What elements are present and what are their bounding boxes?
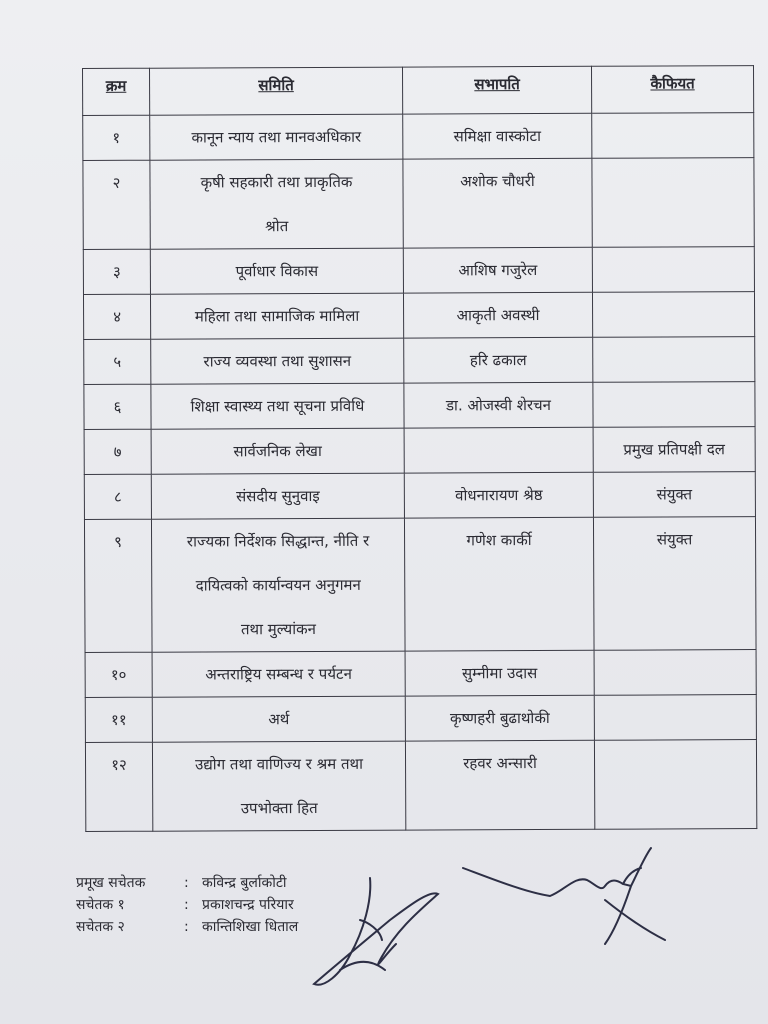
row-committee	[150, 248, 403, 294]
committee-line: कानून न्याय तथा मानवअधिकार	[191, 127, 362, 147]
table-row	[84, 472, 755, 520]
table-row	[84, 427, 755, 475]
whip-separator: :	[184, 919, 189, 935]
whip-separator: :	[184, 875, 189, 891]
whip-list	[76, 872, 298, 938]
row-sn: २	[83, 160, 150, 249]
row-remark	[593, 382, 755, 428]
committee-line: तथा मुल्यांकन	[240, 619, 317, 639]
row-sn: ११	[85, 697, 152, 742]
row-chair: वोधनारायण श्रेष्ठ	[404, 472, 593, 518]
row-remark: संयुक्त	[593, 472, 755, 518]
row-committee	[152, 651, 405, 697]
committee-table	[82, 65, 757, 832]
row-remark	[592, 158, 754, 248]
row-chair: अशोक चौधरी	[403, 158, 592, 248]
row-sn: ८	[84, 474, 151, 519]
row-remark	[594, 740, 756, 830]
whip-role: सचेतक १	[76, 897, 125, 913]
row-sn: ९	[84, 519, 152, 652]
table-row	[85, 740, 756, 832]
whip-separator: :	[184, 897, 189, 913]
row-committee	[151, 428, 404, 474]
signature-right	[455, 840, 685, 960]
row-sn: १	[83, 115, 150, 160]
row-chair	[404, 427, 593, 473]
committee-line: अर्थ	[268, 710, 290, 729]
header-chair: सभापति	[402, 66, 591, 114]
row-chair: समिक्षा वास्कोटा	[403, 113, 592, 159]
committee-line: उद्योग तथा वाणिज्य र श्रम तथा	[195, 754, 363, 774]
whip-role: सचेतक २	[76, 919, 125, 935]
table-row	[83, 158, 754, 250]
whip-row	[76, 894, 298, 916]
table-row	[85, 650, 756, 698]
committee-line: महिला तथा सामाजिक मामिला	[194, 306, 360, 326]
committee-line: अन्तराष्ट्रिय सम्बन्ध र पर्यटन	[205, 664, 352, 684]
row-committee	[151, 473, 404, 519]
whip-role: प्रमूख सचेतक	[76, 875, 146, 891]
row-committee	[151, 518, 405, 652]
whip-row	[76, 872, 298, 894]
row-sn: ६	[84, 384, 151, 429]
table-row	[84, 337, 755, 385]
row-committee	[150, 293, 403, 339]
row-remark: संयुक्त	[593, 517, 756, 651]
row-chair: हरि ढकाल	[404, 337, 593, 383]
signature-left	[300, 860, 460, 1000]
committee-line: राज्य व्यवस्था तथा सुशासन	[203, 351, 352, 371]
row-sn: १२	[85, 742, 152, 831]
table-row	[83, 113, 754, 161]
row-remark	[594, 695, 756, 741]
header-sn: क्रम	[83, 68, 150, 115]
row-remark	[593, 337, 755, 383]
row-sn: ३	[83, 249, 150, 294]
row-committee	[152, 696, 405, 742]
table-row	[84, 517, 756, 653]
row-remark	[594, 650, 756, 696]
committee-line: शिक्षा स्वास्थ्य तथा सूचना प्रविधि	[190, 396, 365, 416]
row-chair: सुम्नीमा उदास	[405, 650, 594, 696]
row-committee	[151, 383, 404, 429]
committee-line: उपभोक्ता हित	[240, 798, 318, 818]
row-sn: १०	[85, 652, 152, 697]
table-row	[84, 382, 755, 430]
committee-line: पूर्वाधार विकास	[235, 261, 319, 281]
row-chair: रहवर अन्सारी	[405, 740, 594, 830]
row-chair: आशिष गजुरेल	[403, 247, 592, 293]
row-sn: ४	[83, 294, 150, 339]
committee-line: श्रोत	[265, 217, 289, 236]
row-chair: आकृती अवस्थी	[403, 292, 592, 338]
row-committee	[152, 741, 405, 831]
row-sn: ५	[84, 339, 151, 384]
row-chair: गणेश कार्की	[404, 517, 594, 651]
row-chair: डा. ओजस्वी शेरचन	[404, 382, 593, 428]
committee-line: राज्यका निर्देशक सिद्धान्त, नीति र	[186, 531, 370, 551]
committee-line: कृषी सहकारी तथा प्राकृतिक	[200, 172, 353, 192]
whip-name: कविन्द्र बुर्लाकोटी	[202, 875, 287, 891]
row-remark	[592, 113, 754, 159]
table-row	[83, 292, 754, 340]
row-remark	[592, 247, 754, 293]
row-committee	[151, 338, 404, 384]
table-body	[83, 113, 757, 832]
row-sn: ७	[84, 429, 151, 474]
committee-line: संसदीय सुनुवाइ	[236, 486, 320, 506]
whip-name: प्रकाशचन्द्र परियार	[202, 897, 294, 913]
table-row	[85, 695, 756, 743]
row-chair: कृष्णहरी बुढाथोकी	[405, 695, 594, 741]
whip-row	[76, 916, 298, 938]
row-committee	[150, 114, 403, 160]
row-remark: प्रमुख प्रतिपक्षी दल	[593, 427, 755, 473]
row-committee	[150, 159, 403, 249]
header-committee: समिति	[150, 67, 403, 115]
table-header-row	[83, 66, 754, 116]
committee-line: सार्वजनिक लेखा	[233, 441, 322, 461]
row-remark	[592, 292, 754, 338]
committee-line: दायित्वको कार्यान्वयन अनुगमन	[195, 575, 361, 595]
header-remark: कैफियत	[591, 66, 753, 114]
table-row	[83, 247, 754, 295]
whip-name: कान्तिशिखा धिताल	[202, 919, 299, 935]
